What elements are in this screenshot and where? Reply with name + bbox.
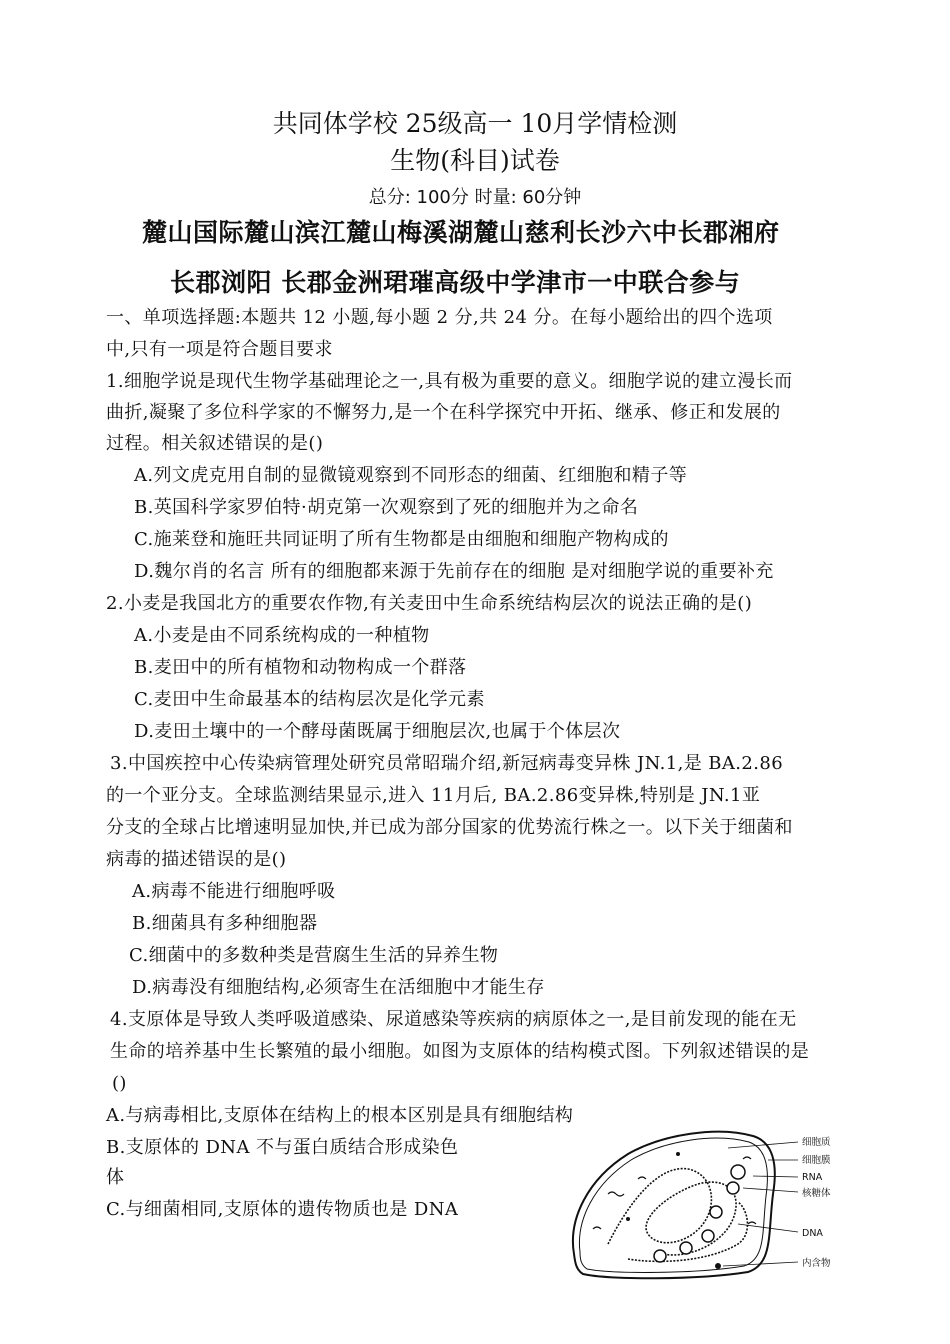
q4-option-a: A.与病毒相比,支原体在结构上的根本区别是具有细胞结构 <box>106 1105 574 1126</box>
rna-squiggle <box>743 1157 751 1159</box>
q1-stem: 曲折,凝聚了多位科学家的不懈努力,是一个在科学探究中开拓、继承、修正和发展的 <box>106 402 781 423</box>
q3-stem: 3.中国疾控中心传染病管理处研究员常昭瑞介绍,新冠病毒变异株 JN.1,是 BA.2.86 <box>110 753 784 774</box>
ribosome <box>680 1242 692 1254</box>
q3-option-d: D.病毒没有细胞结构,必须寄生在活细胞中才能生存 <box>132 977 545 998</box>
q4-option-b-cont: 体 <box>106 1167 125 1188</box>
q2-option-b: B.麦田中的所有植物和动物构成一个群落 <box>134 657 467 678</box>
rna-squiggle <box>748 1222 756 1224</box>
inclusion <box>676 1152 680 1156</box>
q3-option-a: A.病毒不能进行细胞呼吸 <box>132 881 336 902</box>
q3-stem: 分支的全球占比增速明显加快,并已成为部分国家的优势流行株之一。以下关于细菌和 <box>106 817 793 838</box>
q1-stem: 1.细胞学说是现代生物学基础理论之一,具有极为重要的意义。细胞学说的建立漫长而 <box>106 371 793 392</box>
exam-title: 共同体学校 25级高一 10月学情检测 <box>272 109 678 138</box>
ribosome <box>710 1206 722 1218</box>
label-ribosome: 核糖体 <box>802 1188 831 1199</box>
q3-stem: 病毒的描述错误的是() <box>106 849 287 870</box>
rna-squiggle <box>608 1192 624 1196</box>
mycoplasma-diagram <box>568 1124 858 1282</box>
schools-line-1: 麓山国际麓山滨江麓山梅溪湖麓山慈利长沙六中长郡湘府 <box>142 218 780 247</box>
q1-option-b: B.英国科学家罗伯特·胡克第一次观察到了死的细胞并为之命名 <box>134 497 639 518</box>
q2-option-a: A.小麦是由不同系统构成的一种植物 <box>134 625 430 646</box>
cell-membrane-outer <box>573 1132 775 1279</box>
rna-squiggle <box>593 1227 601 1229</box>
q4-option-c: C.与细菌相同,支原体的遗传物质也是 DNA <box>106 1199 459 1220</box>
pointer-line <box>753 1176 798 1177</box>
ribosome <box>654 1250 666 1262</box>
schools-line-2: 长郡浏阳 长郡金洲珺璀高级中学津市一中联合参与 <box>170 268 741 297</box>
q2-stem: 2.小麦是我国北方的重要农作物,有关麦田中生命系统结构层次的说法正确的是() <box>106 593 753 614</box>
label-cell-membrane: 细胞膜 <box>802 1155 831 1166</box>
rna-squiggle <box>638 1177 646 1179</box>
label-rna: RNA <box>802 1172 823 1183</box>
label-inclusion: 内含物 <box>802 1258 831 1269</box>
q1-stem: 过程。相关叙述错误的是() <box>106 433 324 454</box>
q1-option-d: D.魏尔肖的名言 所有的细胞都来源于先前存在的细胞 是对细胞学说的重要补充 <box>134 561 774 582</box>
q3-option-b: B.细菌具有多种细胞器 <box>132 913 318 934</box>
q3-stem: 的一个亚分支。全球监测结果显示,进入 11月后, BA.2.86变异株,特别是 JN.1亚 <box>106 785 761 806</box>
q3-option-c: C.细菌中的多数种类是营腐生生活的异养生物 <box>129 945 499 966</box>
pointer-line <box>738 1224 798 1232</box>
q2-option-d: D.麦田土壤中的一个酵母菌既属于细胞层次,也属于个体层次 <box>134 721 621 742</box>
exam-subtitle: 生物(科目)试卷 <box>390 146 560 175</box>
ribosome <box>702 1230 714 1242</box>
q4-option-b: B.支原体的 DNA 不与蛋白质结合形成染色 <box>106 1137 459 1158</box>
inclusion <box>626 1217 630 1221</box>
q4-stem: 4.支原体是导致人类呼吸道感染、尿道感染等疾病的病原体之一,是目前发现的能在无 <box>110 1009 797 1030</box>
ribosome <box>727 1182 739 1194</box>
section-heading-cont: 中,只有一项是符合题目要求 <box>106 339 333 360</box>
label-dna: DNA <box>802 1228 823 1239</box>
section-heading: 一、单项选择题:本题共 12 小题,每小题 2 分,共 24 分。在每小题给出的四个选项 <box>106 307 773 328</box>
q2-option-c: C.麦田中生命最基本的结构层次是化学元素 <box>134 689 485 710</box>
label-cytoplasm: 细胞质 <box>802 1137 831 1148</box>
q1-option-a: A.列文虎克用自制的显微镜观察到不同形态的细菌、红细胞和精子等 <box>134 465 688 486</box>
cell-membrane-inner <box>579 1138 767 1272</box>
exam-meta: 总分: 100分 时量: 60分钟 <box>368 187 582 208</box>
q4-stem: () <box>112 1073 127 1094</box>
q1-option-c: C.施莱登和施旺共同证明了所有生物都是由细胞和细胞产物构成的 <box>134 529 669 550</box>
ribosome <box>731 1165 745 1179</box>
inclusion <box>715 1263 721 1269</box>
pointer-line <box>728 1142 798 1148</box>
pointer-line <box>743 1188 798 1192</box>
q4-stem: 生命的培养基中生长繁殖的最小细胞。如图为支原体的结构模式图。下列叙述错误的是 <box>110 1041 810 1062</box>
